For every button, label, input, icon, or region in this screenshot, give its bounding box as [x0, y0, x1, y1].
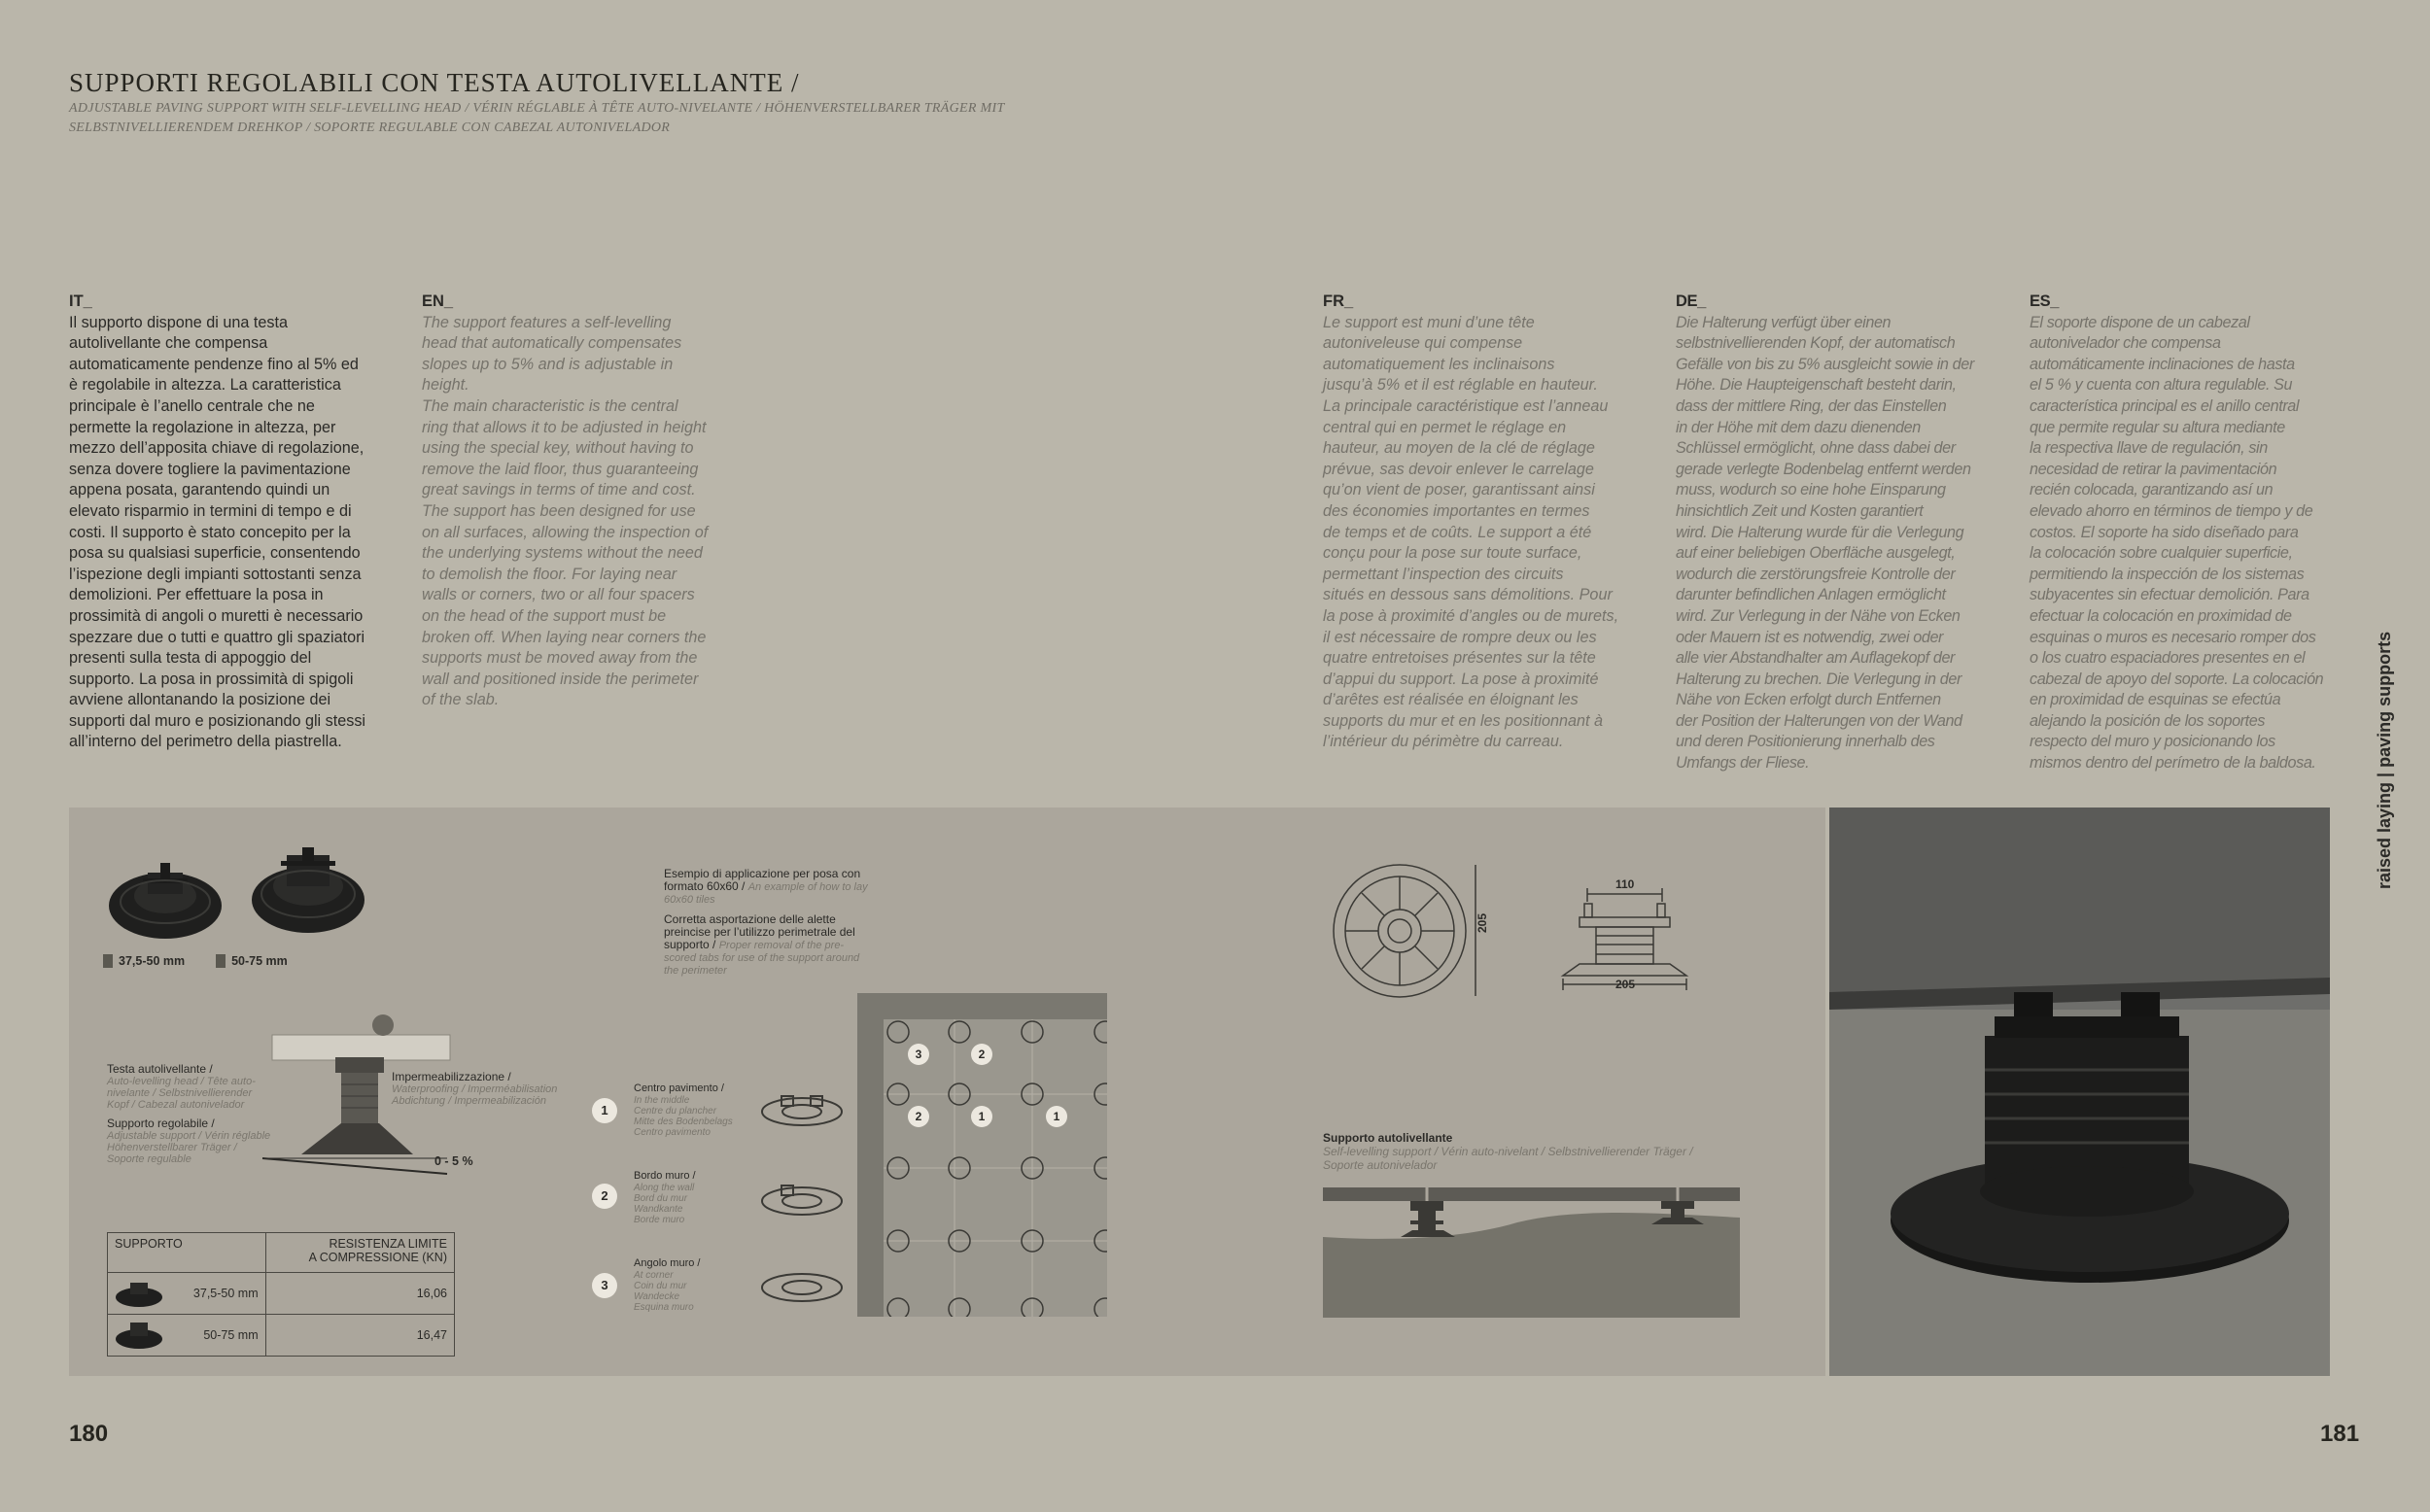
page-number-right: 181: [2320, 1421, 2360, 1447]
support-photo: [1829, 808, 2330, 1376]
dimension-label: 205: [1615, 978, 1636, 991]
support-small-image: [109, 863, 222, 939]
height-icon: [103, 954, 113, 968]
grid-marker: 1: [971, 1106, 992, 1127]
product-label-large: 50-75 mm: [216, 954, 288, 968]
support-large-image: [252, 847, 364, 933]
support-thumbnail-icon: [115, 1279, 163, 1308]
text-column-it: [69, 292, 399, 753]
label-adjustable-support: Supporto regolabile / Adjustable support / Vérin réglable Höhenverstellbarer Träger / Soporte regulable: [107, 1117, 271, 1165]
column-body-es: El soporte dispone de un cabezal autonivelador che compensa automáticamente inclinaciones de hasta el 5 % y cuenta con altura regulable. Su característica principal es el anillo central que permite regular su altura mediante la respectiva llave de regulación, sin necesidad de retirar la pavimentación recién colocada, garantizando así un elevado ahorro en términos de tiempo y de costos. El soporte ha sido diseñado para la colocación sobre cualquier superficie, permitiendo la inspección de los sistemas subyacentes sin efectuar demolición. Para efectuar la colocación en proximidad de esquinas o muros es necesario romper dos o los cuatro espaciadores presentes en el cabezal de apoyo del soporte. La colocación en proximidad de esquinas se efectúa alejando la posición de los soportes respecto del muro y posicionando los mismos dentro del perímetro de la baldosa.: [2030, 313, 2324, 773]
dimension-label: 110: [1615, 877, 1635, 891]
support-shape-icons: [758, 1090, 846, 1314]
product-label-small: 37,5-50 mm: [103, 954, 185, 968]
text-column-es: [2030, 292, 2341, 774]
height-icon: [216, 954, 226, 968]
label-waterproofing: Impermeabilizzazione / Waterproofing / Imperméabilisation Abdichtung / Impermeabilización: [392, 1070, 558, 1107]
table-header-row: [108, 1233, 455, 1273]
self-levelling-caption: Supporto autolivellante Self-levelling support / Vérin auto-nivelant / Selbstnivellierender Träger / Soporte autonivelador: [1323, 1131, 1693, 1172]
column-body-fr: Le support est muni d’une tête autoniveleuse qui compense automatiquement les inclinaisons jusqu’à 5% et il est réglable en hauteur. La principale caractéristique est l’anneau central qui en permet le réglage en hauteur, au moyen de la clé de réglage prévue, sas devoir enlever le carrelage qu’on vient de poser, garantissant ainsi des économies importantes en termes de temps et de coûts. Le support a été conçu pour la pose sur toute surface, permettant l’inspection des circuits situés en dessous sans démolitions. Pour la pose à proximité d’angles ou de murets, il est nécessaire de rompre deux ou les quatre entretoises présentes sur la tête d’appui du support. La pose à proximité d’arêtes est réalisée en éloignant les supports du mur et en les positionnant à l’intérieur du périmètre du carreau.: [1323, 313, 1619, 751]
text-column-en: [422, 292, 752, 711]
text-column-fr: [1323, 292, 1653, 753]
column-body-de: Die Halterung verfügt über einen selbstnivellierenden Kopf, der automatisch Gefälle von bis zu 5% ausgleicht sowie in der Höhe. Die Haupteigenschaft besteht darin, dass der mittlere Ring, der das Einstellen in der Höhe mit dem dazu dienenden Schlüssel ermöglicht, ohne dass dabei der gerade verlegte Bodenbelag entfernt werden muss, wodurch so eine hohe Einsparung hinsichtlich Zeit und Kosten garantiert wird. Die Halterung wurde für die Verlegung auf einer beliebigen Oberfläche ausgelegt, wodurch die zerstörungsfreie Kontrolle der darunter befindlichen Anlagen ermöglicht wird. Zur Verlegung in der Nähe von Ecken oder Mauern ist es notwendig, zwei oder alle vier Abstandhalter am Auflagekopf der Halterung zu brechen. Die Verlegung in der Nähe von Ecken erfolgt durch Entfernen der Position der Halterungen von der Wand und deren Positionierung innerhalb des Umfangs der Fliese.: [1676, 313, 1974, 773]
example-caption: Esempio di applicazione per posa con formato 60x60 / An example of how to lay 60x60 tiles Corretta asportazione delle alette preincise per l’utilizzo perimetrale del supporto / Proper removal of the pre- scored tabs for use of the support around the perimeter: [664, 867, 868, 977]
tile-layout-diagram: [857, 993, 1107, 1317]
grid-marker: 3: [908, 1044, 929, 1065]
support-thumbnail-icon: [115, 1321, 163, 1350]
grid-marker: 2: [971, 1044, 992, 1065]
dimension-label: 205: [1475, 912, 1489, 933]
table-header-resistance: RESISTENZA LIMITE A COMPRESSIONE (KN): [265, 1233, 454, 1273]
page-number-left: 180: [69, 1421, 109, 1447]
position-number: 3: [592, 1273, 617, 1298]
column-heading-it: IT_: [69, 292, 92, 310]
position-number: 1: [592, 1098, 617, 1123]
grid-marker: 1: [1046, 1106, 1067, 1127]
grid-marker: 2: [908, 1106, 929, 1127]
column-heading-en: EN_: [422, 292, 454, 310]
self-levelling-section-drawing: [1323, 1184, 1740, 1318]
table-row: 50-75 mm 16,47: [108, 1315, 455, 1357]
column-body-it: Il supporto dispone di una testa autolivellante che compensa automaticamente pendenze fino al 5% ed è regolabile in altezza. La caratteristica principale è l’anello centrale che ne permette la regolazione in altezza, per mezzo dell’apposita chiave di regolazione, senza dovere togliere la pavimentazione appena posata, garantendo quindi un elevato risparmio in termini di tempo e di costi. Il supporto è stato concepito per la posa su qualsiasi superficie, consentendo l’ispezione degli impianti sottostanti senza demolizioni. Per effettuare la posa in prossimità di angoli o muretti è necessario spezzare due o tutti e quattro gli spaziatori presenti sulla testa di appoggio del supporto. La posa in prossimità di spigoli avviene allontanando la posizione dei supporti dal muro e posizionando gli stessi all’interno del perimetro della piastrella.: [69, 313, 366, 751]
table-header-support: SUPPORTO: [108, 1233, 266, 1273]
column-heading-fr: FR_: [1323, 292, 1354, 310]
product-photos: [102, 845, 384, 957]
text-column-de: [1676, 292, 2006, 774]
page-subtitle: ADJUSTABLE PAVING SUPPORT WITH SELF-LEVELLING HEAD / VÉRIN RÉGLABLE À TÊTE AUTO-NIVELANTE / HÖHENVERSTELLBARER TRÄGER MIT SELBSTNIVELLIERENDEM DREHKOP / SOPORTE REGULABLE CON CABEZAL AUTONIVELADOR: [69, 101, 1005, 135]
section-side-tab: raised laying | paving supports: [2375, 631, 2394, 889]
column-body-en: The support features a self-levelling head that automatically compensates slopes up to 5% and is adjustable in height. The main characteristic is the central ring that allows it to be adjusted in height using the special key, without having to remove the laid floor, thus guaranteeing great savings in terms of time and cost. The support has been designed for use on all surfaces, allowing the inspection of the underlying systems without the need to demolish the floor. For laying near walls or corners, two or all four spacers on the head of the support must be broken off. When laying near corners the supports must be moved away from the wall and positioned inside the perimeter of the slab.: [422, 313, 709, 709]
table-row: 37,5-50 mm 16,06: [108, 1273, 455, 1315]
position-number: 2: [592, 1184, 617, 1209]
column-heading-es: ES_: [2030, 292, 2059, 310]
slope-label: 0 - 5 %: [434, 1154, 473, 1168]
resistance-table: [107, 1232, 455, 1357]
top-view-drawing: [1330, 860, 1495, 1001]
product-labels: [103, 954, 288, 968]
column-heading-de: DE_: [1676, 292, 1706, 310]
page-title: SUPPORTI REGOLABILI CON TESTA AUTOLIVELLANTE /: [69, 68, 800, 97]
label-auto-levelling-head: Testa autolivellante / Auto-levelling head / Tête auto- nivelante / Selbstnivellierender Kopf / Cabezal autonivelador: [107, 1062, 256, 1111]
